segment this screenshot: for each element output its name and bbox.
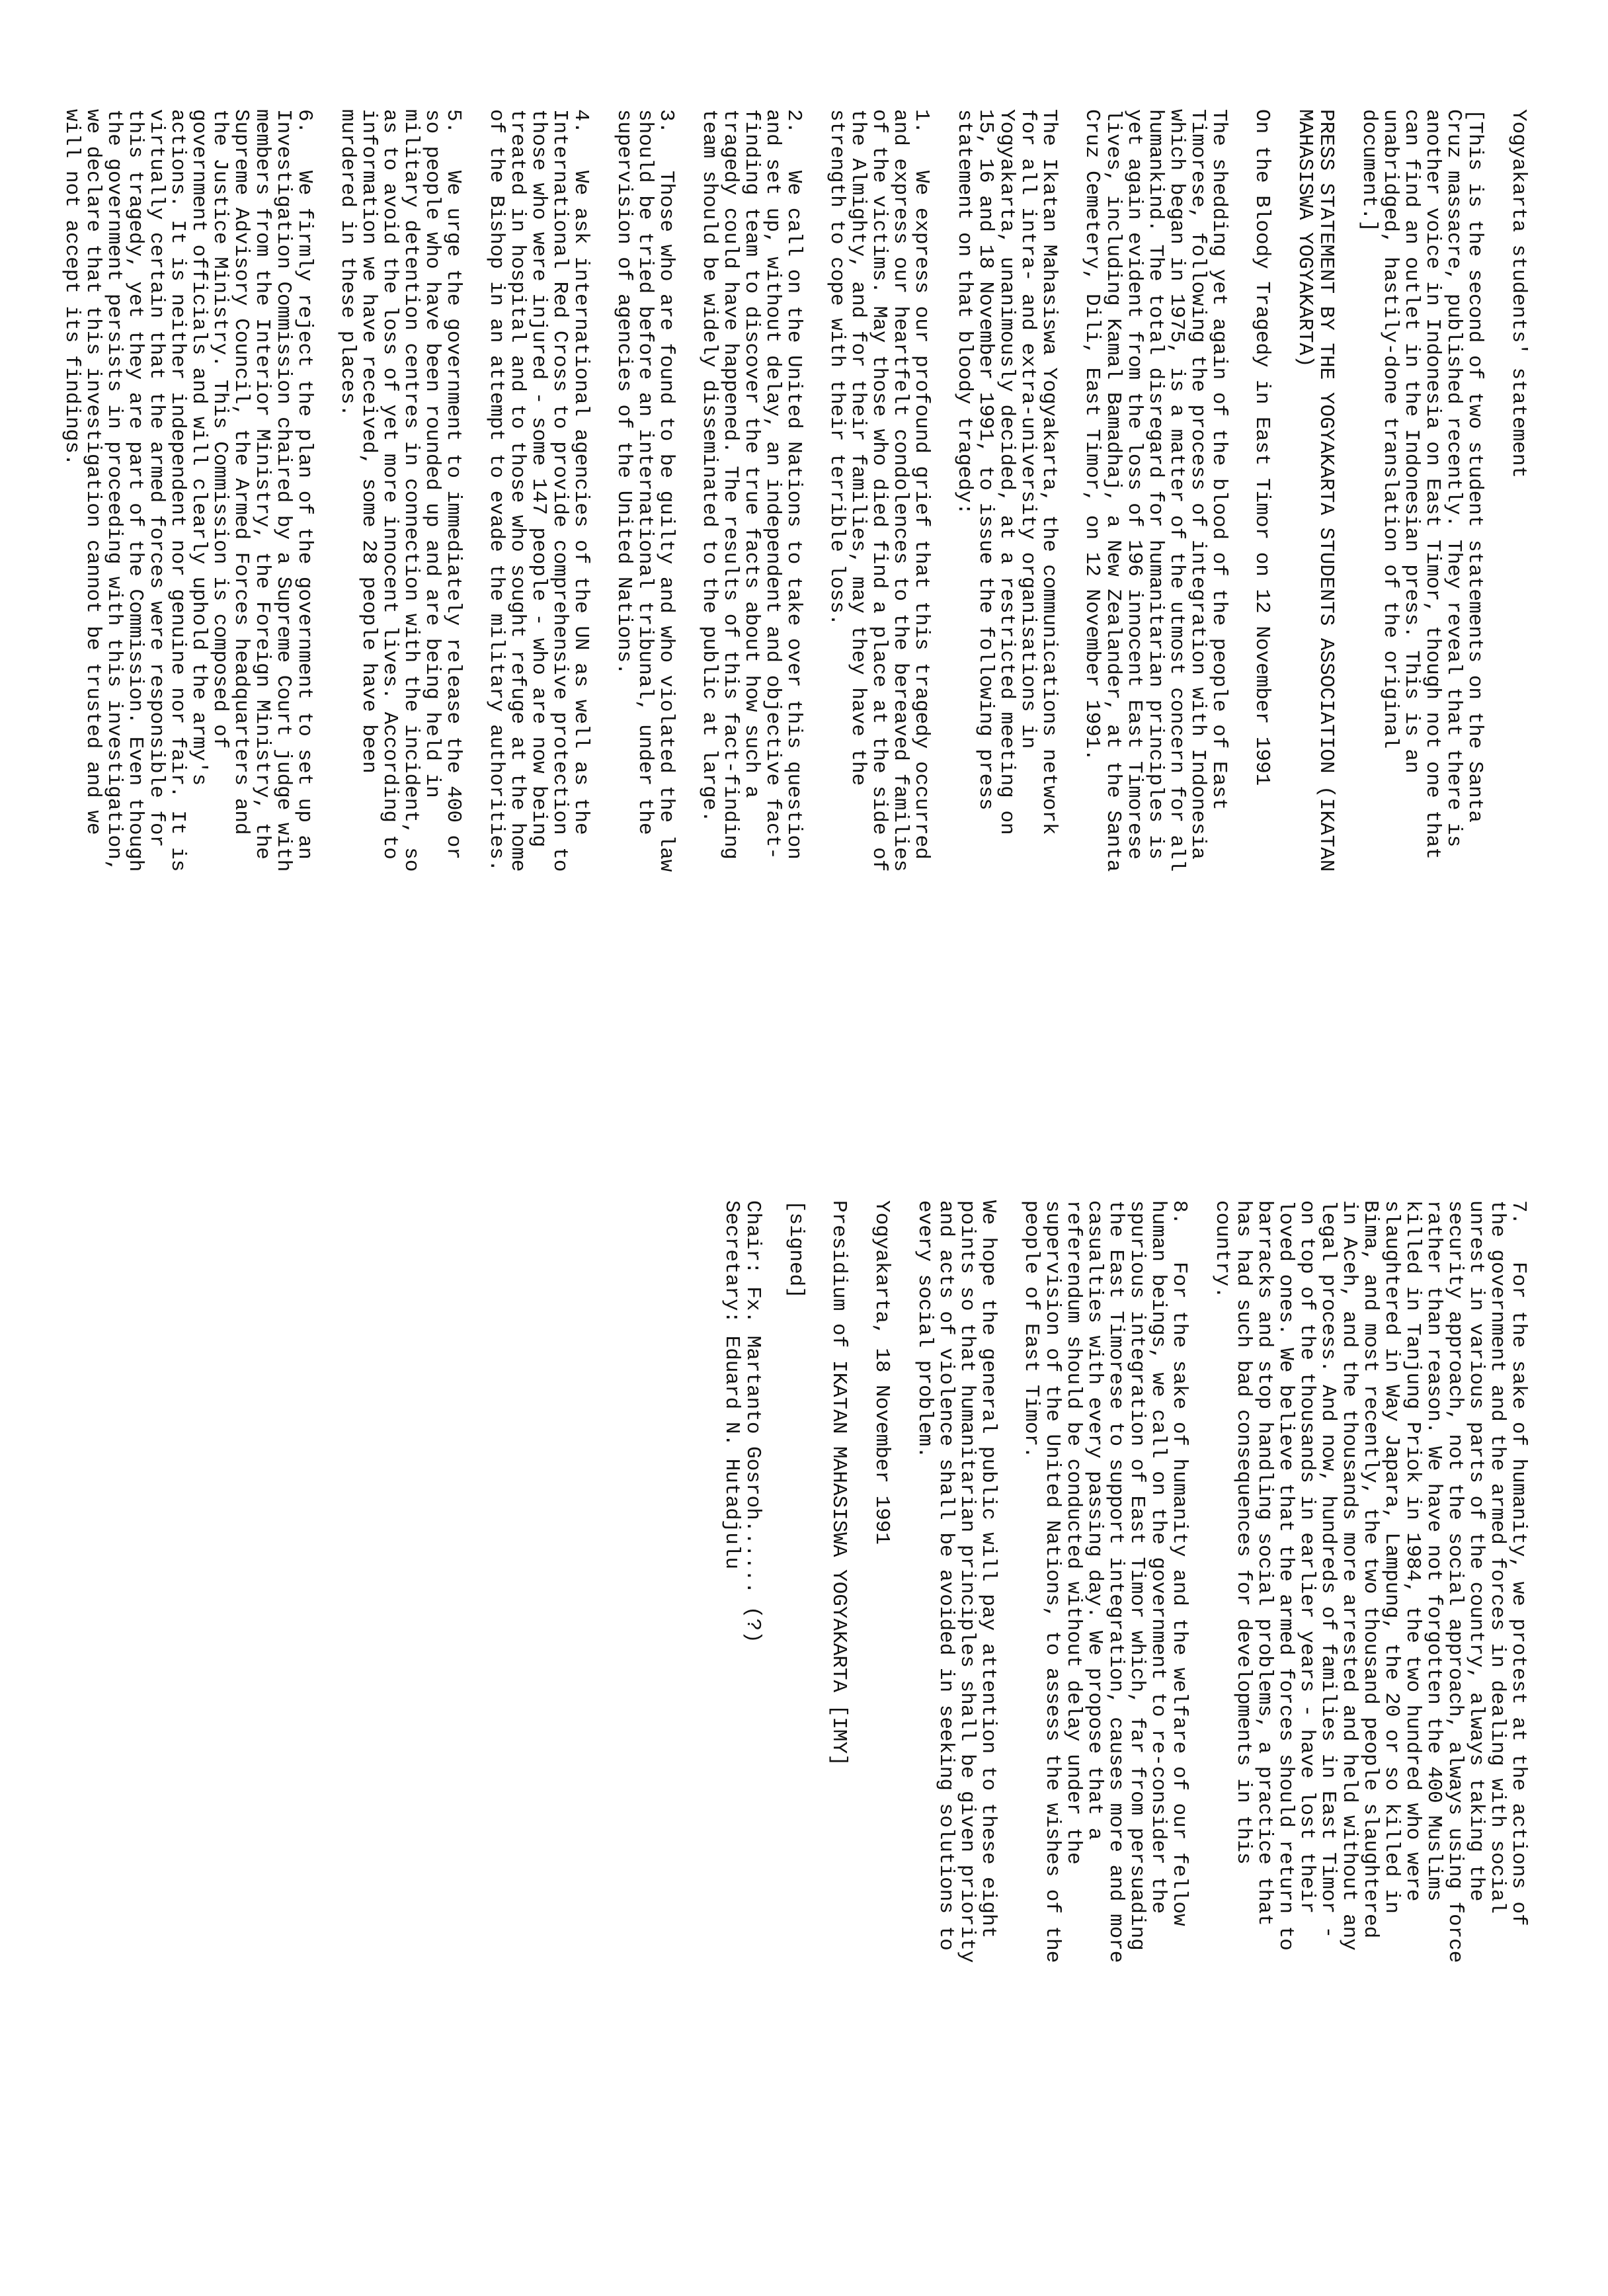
text-line: virtually certain that the armed forces were responsible for	[145, 109, 168, 848]
point-2	[698, 109, 804, 1068]
text-line: 2. We call on the United Nations to take over this question	[782, 109, 805, 860]
text-line: human beings, we call on the government to re-consider the	[1146, 1200, 1170, 1914]
editor-note	[1358, 109, 1485, 1068]
text-line: Investigation Commission chaired by a Supreme Court judge with	[272, 109, 295, 872]
text-line: those who were injured - some 147 people - who are now being	[527, 109, 550, 848]
chair: Chair: Fx. Martanto Gosroh...... (?)	[741, 1200, 764, 1643]
subheading: On the Bloody Tragedy in East Timor on 12 November 1991	[1250, 109, 1273, 786]
text-line: casualties with every passing day. We propose that a	[1083, 1200, 1106, 1840]
text-line: so people who have been rounded up and are being held in	[421, 109, 444, 798]
text-line: which began in 1975, is a matter of the utmost concern for all	[1165, 109, 1188, 872]
text-line: murdered in these places.	[336, 109, 359, 417]
text-line: The shedding yet again of the blood of the people of East	[1207, 109, 1230, 811]
text-line: and express our heartfelt condolences to the bereaved families	[889, 109, 912, 872]
text-line: the Almighty, and for their families, may they have the	[846, 109, 869, 786]
text-line: humankind. The total disregard for humanitarian principles is	[1144, 109, 1167, 860]
text-line: tragedy could have happened. The results of this fact-finding	[719, 109, 742, 860]
document-title: Yogyakarta students' statement	[1507, 109, 1530, 479]
text-line: this tragedy, yet they are part of the Commission. Even though	[124, 109, 147, 872]
text-line: Supreme Advisory Council, the Armed Forces headquarters and	[229, 109, 253, 835]
text-line: 4. We ask international agencies of the UN as well as the	[569, 109, 592, 835]
text-line: treated in hospital and to those who sought refuge at the home	[506, 109, 529, 872]
text-line: rather than reason. We have not forgotten the 400 Muslims	[1422, 1200, 1445, 1902]
text-line: 3. Those who are found to be guilty and who violated the law	[655, 109, 678, 872]
text-line: Cruz Cemetery, Dili, East Timor, on 12 November 1991.	[1080, 109, 1104, 761]
text-line: Timorese, following the process of integration with Indonesia	[1186, 109, 1209, 860]
intro-paragraph-2	[953, 109, 1059, 1068]
point-5	[337, 109, 463, 1068]
text-line: on top of the thousands in earlier years - have lost their	[1295, 1200, 1318, 1914]
text-line: of the victims. May those who died find a place at the side of	[867, 109, 891, 872]
intro-paragraph-1	[1081, 109, 1229, 1068]
text-line: the government and the armed forces in dealing with social	[1486, 1200, 1509, 1914]
text-line: has had such bad consequences for developments in this	[1232, 1200, 1255, 1865]
text-line: referendum should be conducted without delay under the	[1062, 1200, 1085, 1865]
text-line: the government persists in proceeding with this investigation,	[102, 109, 126, 872]
text-line: in Aceh, and the thousands more arrested and held without any	[1338, 1200, 1361, 1951]
point-6	[61, 109, 315, 1068]
press-statement-heading	[1294, 109, 1336, 1068]
secretary: Secretary: Eduard N. Hutadjulu	[720, 1200, 743, 1570]
presidium: Presidium of IKATAN MAHASISWA YOGYAKARTA [IMY]	[827, 1200, 850, 1766]
text-line: points so that humanitarian principles shall be given priority	[955, 1200, 979, 1963]
text-line: 8. For the sake of humanity and the welfare of our fellow	[1168, 1200, 1191, 1926]
text-line: document.]	[1357, 109, 1381, 233]
text-line: government officials and will clearly uphold the army's	[187, 109, 210, 786]
text-line: killed in Tanjung Priok in 1984, the two hundred who were	[1401, 1200, 1424, 1902]
text-line: actions. It is neither independent nor genuine nor fair. It is	[166, 109, 189, 872]
closing-paragraph	[914, 1200, 998, 2159]
text-line: Cruz massacre, published recently. They reveal that there is	[1442, 109, 1465, 848]
text-line: International Red Cross to provide comprehensive protection to	[548, 109, 571, 872]
text-line: We hope the general public will pay attention to these eight	[977, 1200, 1000, 1939]
point-8	[1020, 1200, 1189, 2159]
text-line: finding team to discover the true facts about how such a	[740, 109, 763, 798]
text-line: supervision of the United Nations, to assess the wishes of the	[1041, 1200, 1064, 1963]
text-line: supervision of agencies of the United Nations.	[612, 109, 635, 675]
text-line: legal process. And now, hundreds of families in East Timor -	[1316, 1200, 1340, 1939]
text-line: information we have received, some 28 people have been	[357, 109, 380, 774]
place-date: Yogyakarta, 18 November 1991	[870, 1200, 893, 1545]
text-line: will not accept its findings.	[60, 109, 83, 466]
point-1	[826, 109, 932, 1068]
text-line: [This is the second of two student statements on the Santa	[1463, 109, 1486, 823]
text-line: unabridged, hastily-done translation of the original	[1379, 109, 1402, 749]
text-line: of the Bishop in an attempt to evade the military authorities.	[485, 109, 508, 872]
text-line: country.	[1211, 1200, 1234, 1299]
text-line: 5. We urge the government to immediately release the 400 or	[442, 109, 465, 860]
text-line: can find an outlet in the Indonesian press. This is an	[1400, 109, 1423, 774]
text-line: and set up, without delay, an independent and objective fact-	[761, 109, 784, 860]
left-column	[39, 109, 1529, 1068]
text-line: security approach, not the social approach, always using force	[1443, 1200, 1467, 1963]
text-line: people of East Timor.	[1020, 1200, 1043, 1459]
text-line: MAHASISWA YOGYAKARTA)	[1293, 109, 1316, 368]
text-line: 15, 16 and 18 November 1991, to issue the following press	[974, 109, 997, 811]
text-line: should be tried before an international tribunal, under the	[633, 109, 657, 835]
text-line: Yogyakarta, unanimously decided, at a restricted meeting on	[995, 109, 1018, 835]
point-7	[1211, 1200, 1529, 2159]
text-line: members from the Interior Ministry, the Foreign Ministry, the	[251, 109, 274, 860]
text-line: PRESS STATEMENT BY THE YOGYAKARTA STUDENTS ASSOCIATION (IKATAN	[1314, 109, 1338, 872]
point-4	[485, 109, 591, 1068]
text-line: team should be widely disseminated to the public at large.	[698, 109, 721, 823]
text-line: lives, including Kamal Bamadhaj, a New Zealander, at the Santa	[1102, 109, 1125, 872]
text-line: we declare that this investigation cannot be trusted and we	[81, 109, 104, 835]
text-line: spurious integration of East Timor which, far from persuading	[1125, 1200, 1148, 1951]
text-line: as to avoid the loss of yet more innocent lives. According to	[378, 109, 401, 860]
text-line: military detention centres in connection with the incident, so	[399, 109, 422, 872]
text-line: unrest in various parts of the country, always taking the	[1465, 1200, 1488, 1902]
text-line: every social problem.	[913, 1200, 936, 1459]
text-line: statement on that bloody tragedy:	[953, 109, 976, 515]
text-line: strength to cope with their terrible loss.	[825, 109, 848, 626]
text-line: Bima, and most recently, the two thousand people slaughtered	[1359, 1200, 1382, 1939]
text-line: 1. We express our profound grief that this tragedy occurred	[910, 109, 933, 860]
right-column	[699, 1200, 1529, 2159]
text-line: for all intra- and extra-university organisations in	[1016, 109, 1039, 749]
point-3	[613, 109, 676, 1068]
text-line: barracks and stop handling social problems, a practice that	[1253, 1200, 1276, 1926]
text-line: and acts of violence shall be avoided in seeking solutions to	[934, 1200, 957, 1951]
text-line: slaughtered in Way Japara, Lampung, the 20 or so killed in	[1380, 1200, 1403, 1914]
text-line: yet again evident from the loss of 196 innocent East Timorese	[1123, 109, 1146, 860]
text-line: 6. We firmly reject the plan of the government to set up an	[293, 109, 316, 860]
text-line: the East Timorese to support integration, causes more and more	[1104, 1200, 1127, 1963]
text-line: The Ikatan Mahasiswa Yogyakarta, the communications network	[1037, 109, 1061, 835]
signed-note: [signed]	[784, 1200, 807, 1299]
text-line: the Justice Ministry. This Commission is composed of	[208, 109, 231, 749]
text-line: loved ones. We believe that the armed forces should return to	[1274, 1200, 1297, 1951]
text-line: 7. For the sake of humanity, we protest at the actions of	[1507, 1200, 1530, 1926]
text-line: another voice in Indonesia on East Timor, though not one that	[1421, 109, 1444, 860]
